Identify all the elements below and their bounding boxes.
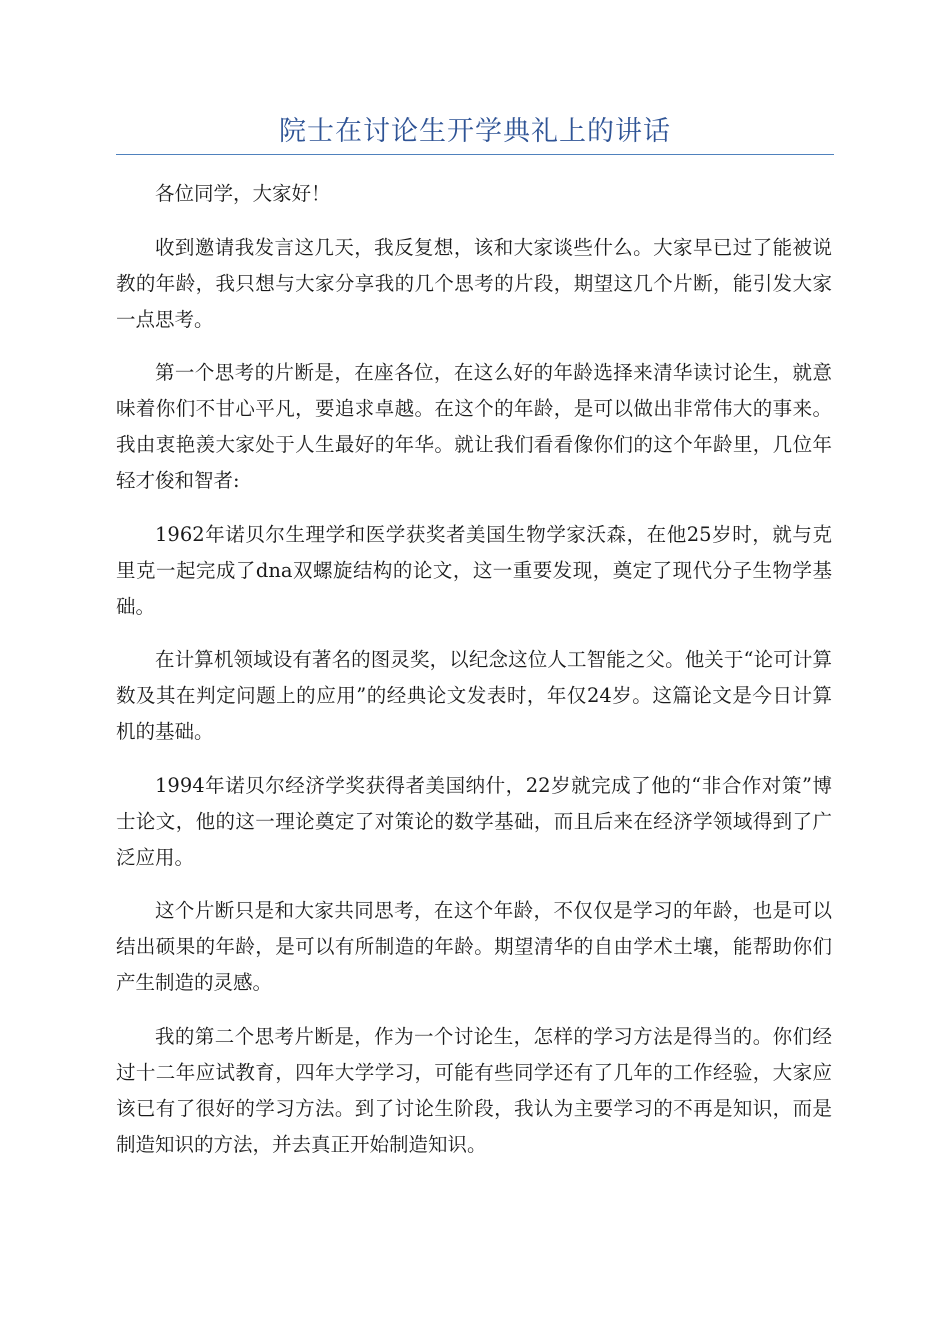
title-underline (116, 154, 834, 155)
paragraph-greeting: 各位同学，大家好！ (155, 182, 331, 205)
document-title: 院士在讨论生开学典礼上的讲话 (279, 116, 671, 147)
document-body (116, 176, 832, 1180)
paragraph-reflection: 这个片断只是和大家共同思考，在这个年龄，不仅仅是学习的年龄，也是可以结出硕果的年龄，是可以有所制造的年龄。期望清华的自由学术土壤，能帮助你们产生制造的灵感。 (116, 899, 832, 994)
paragraph-nash: 1994年诺贝尔经济学奖获得者美国纳什，22岁就完成了他的“非合作对策”博士论文，他的这一理论奠定了对策论的数学基础，而且后来在经济学领域得到了广泛应用。 (116, 773, 832, 869)
paragraph-second-thought: 我的第二个思考片断是，作为一个讨论生，怎样的学习方法是得当的。你们经过十二年应试教育，四年大学学习，可能有些同学还有了几年的工作经验，大家应该已有了很好的学习方法。到了讨论生阶段，我认为主要学习的不再是知识，而是制造知识的方法，并去真正开始制造知识。 (116, 1024, 832, 1156)
paragraph-first-thought: 第一个思考的片断是，在座各位，在这么好的年龄选择来清华读讨论生，就意味着你们不甘心平凡，要追求卓越。在这个的年龄，是可以做出非常伟大的事来。我由衷艳羡大家处于人生最好的年华。就让我们看看像你们的这个年龄里，几位年轻才俊和智者: (116, 361, 832, 492)
paragraph-watson: 1962年诺贝尔生理学和医学获奖者美国生物学家沃森，在他25岁时，就与克里克一起完成了dna双螺旋结构的论文，这一重要发现，奠定了现代分子生物学基础。 (116, 522, 832, 618)
paragraph-turing: 在计算机领域设有著名的图灵奖，以纪念这位人工智能之父。他关于“论可计算数及其在判定问题上的应用”的经典论文发表时，年仅24岁。这篇论文是今日计算机的基础。 (116, 648, 832, 743)
paragraph-intro: 收到邀请我发言这几天，我反复想，该和大家谈些什么。大家早已过了能被说教的年龄，我只想与大家分享我的几个思考的片段，期望这几个片断，能引发大家一点思考。 (116, 235, 832, 331)
